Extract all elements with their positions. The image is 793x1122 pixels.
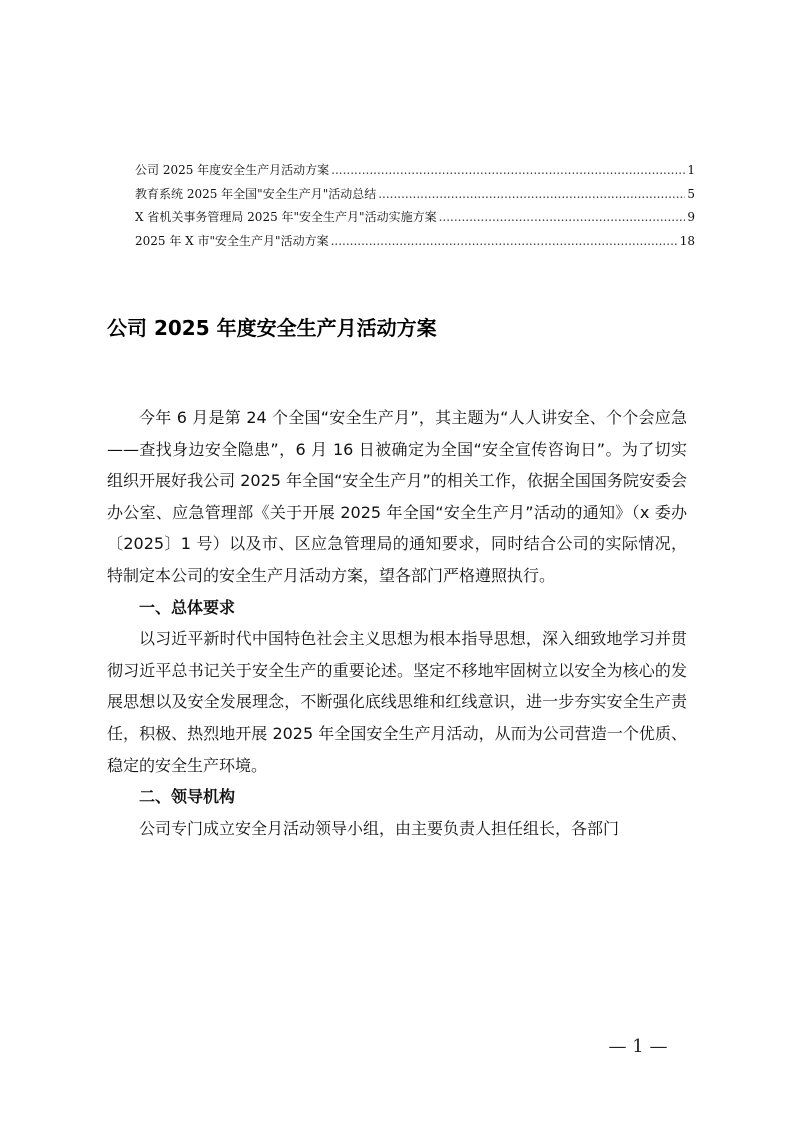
document-title: 公司 2025 年度安全生产月活动方案 bbox=[107, 316, 437, 340]
document-body bbox=[107, 402, 687, 844]
toc-entry-page: 18 bbox=[679, 233, 695, 248]
toc-entry-page: 9 bbox=[687, 210, 695, 225]
toc-entry-title: 教育系统 2025 年全国"安全生产月"活动总结 bbox=[135, 186, 377, 201]
toc-entry-title: X 省机关事务管理局 2025 年"安全生产月"活动实施方案 bbox=[135, 210, 437, 225]
toc-leader-dots bbox=[439, 210, 686, 224]
section-paragraph: 公司专门成立安全月活动领导小组，由主要负责人担任组长，各部门 bbox=[139, 818, 620, 838]
toc-entry-page: 1 bbox=[687, 163, 695, 177]
toc-entry[interactable] bbox=[135, 208, 695, 232]
section-heading: 二、领导机构 bbox=[139, 787, 236, 807]
intro-paragraph: 今年 6 月是第 24 个全国“安全生产月”，其主题为“人人讲安全、个个会应急——查找身边安全隐患”，6 月 16 日被确定为全国“安全宣传咨询日”。为了切实组织开展好我公司 2025 年全国“安全生产月”的相关工作，依据全国国务院安委会办公室、应急管理部《关于开展 2025 年全国“安全生产月”活动的通知》（x 委办〔2025〕1 号）以及市、区应急管理局的通知要求，同时结合公司的实际情况，特制定本公司的安全生产月活动方案，望各部门严格遵照执行。 bbox=[107, 408, 687, 585]
toc-leader-dots bbox=[378, 187, 685, 201]
toc-entry-title: 公司 2025 年度安全生产月活动方案 bbox=[135, 163, 330, 177]
toc-leader-dots bbox=[331, 163, 685, 177]
toc-entry[interactable] bbox=[135, 232, 695, 256]
section-paragraph: 以习近平新时代中国特色社会主义思想为根本指导思想，深入细致地学习并贯彻习近平总书记关于安全生产的重要论述。坚定不移地牢固树立以安全为核心的发展思想以及安全发展理念，不断强化底线思维和红线意识，进一步夯实安全生产责任，积极、热烈地开展 2025 年全国安全生产月活动，从而为公司营造一个优质、稳定的安全生产环境。 bbox=[107, 629, 687, 775]
section-heading: 一、总体要求 bbox=[139, 597, 236, 617]
toc-entry[interactable] bbox=[135, 161, 695, 185]
page-number: — 1 — bbox=[608, 1036, 668, 1057]
toc-entry[interactable] bbox=[135, 185, 695, 209]
toc-entry-title: 2025 年 X 市"安全生产月"活动方案 bbox=[135, 233, 329, 248]
toc-entry-page: 5 bbox=[687, 186, 695, 201]
toc-leader-dots bbox=[331, 234, 678, 248]
table-of-contents bbox=[135, 161, 695, 255]
